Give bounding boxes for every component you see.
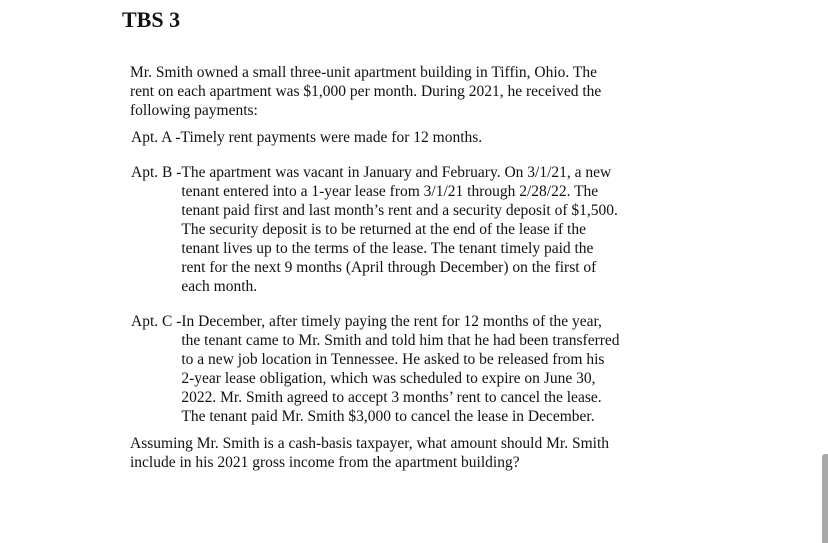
apartment-b-text: The apartment was vacant in January and February. On 3/1/21, a new tenant entered into a 1-year lease from 3/1/21 through 2/28/22. The tenant paid first and last month’s rent and a security deposit of $1,500. The security deposit is to be returned at the end of the lease if the tenant lives up to the terms of the lease. The tenant timely paid the rent for the next 9 months (April through December) on the first of each month. bbox=[181, 164, 618, 295]
apartment-a-text: Timely rent payments were made for 12 months. bbox=[180, 129, 483, 146]
apartment-b-item bbox=[131, 163, 620, 296]
page-title: TBS 3 bbox=[122, 7, 181, 32]
apartment-a-label: Apt. A - bbox=[131, 129, 181, 146]
apartment-a-item bbox=[131, 128, 620, 147]
vertical-scrollbar[interactable] bbox=[822, 454, 828, 543]
apartment-b-label: Apt. B - bbox=[131, 164, 182, 181]
apartment-c-item bbox=[131, 312, 620, 426]
apartment-c-text: In December, after timely paying the rent for 12 months of the year, the tenant came to Mr. Smith and told him that he had been transferred to a new job location in Tennessee. He asked to be released from his 2-year lease obligation, which was scheduled to expire on June 30, 2022. Mr. Smith agreed to accept 3 months’ rent to cancel the lease. The tenant paid Mr. Smith $3,000 to cancel the lease in December. bbox=[181, 313, 620, 425]
apartment-c-label: Apt. C - bbox=[131, 313, 182, 330]
intro-paragraph: Mr. Smith owned a small three-unit apartment building in Tiffin, Ohio. The rent on each apartment was $1,000 per month. During 2021, he received the following payments: bbox=[130, 64, 602, 119]
question-paragraph: Assuming Mr. Smith is a cash-basis taxpayer, what amount should Mr. Smith include in his 2021 gross income from the apartment building? bbox=[130, 435, 609, 471]
problem-text bbox=[130, 63, 620, 472]
